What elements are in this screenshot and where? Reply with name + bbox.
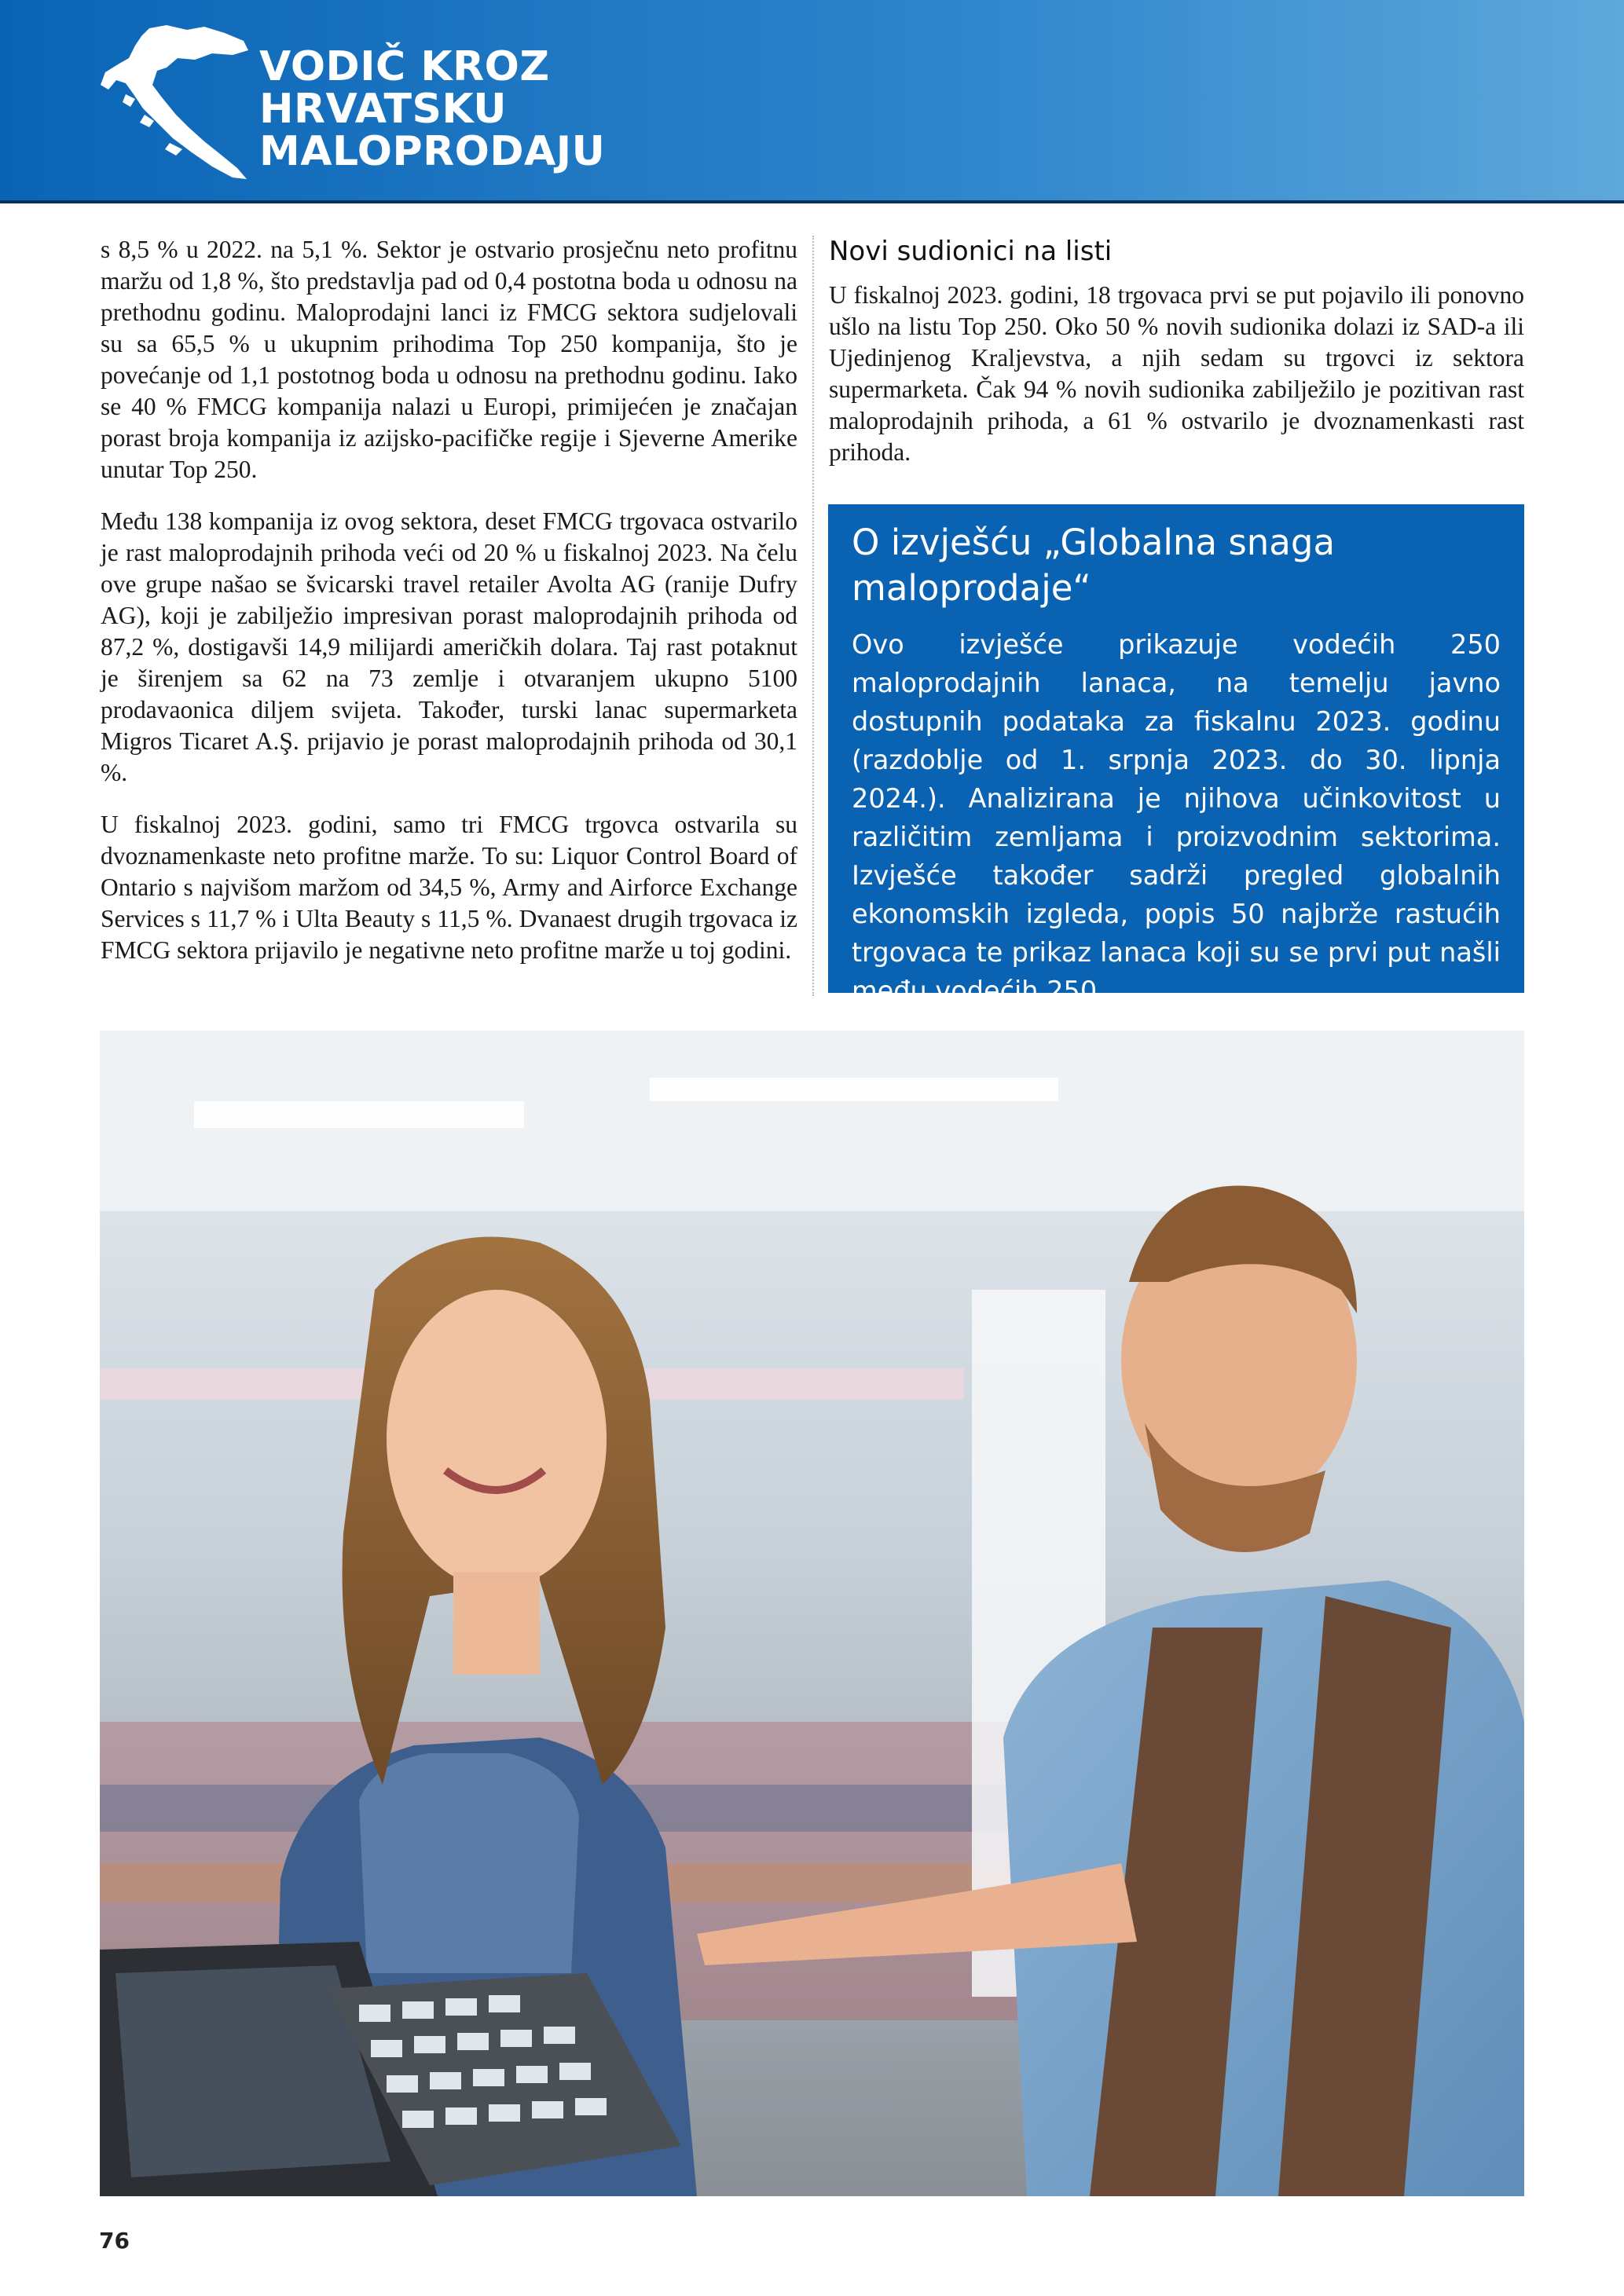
photo-illustration xyxy=(100,1031,1524,2196)
section-heading: Novi sudionici na listi xyxy=(829,236,1113,267)
page-header xyxy=(0,0,1624,203)
title-line-1: VODIČ KROZ xyxy=(259,43,550,90)
right-paragraph: U fiskalnoj 2023. godini, 18 trgovaca prvi se put pojavilo ili ponovno ušlo na listu Top 250. Oko 50 % novih sudionika dolazi iz SAD-a ili Ujedinjenog Kraljevstva, a njih sedam su trgovci iz sektora supermarketa. Čak 94 % novih sudionika zabilježilo je pozitivan rast maloprodajnih prihoda, a 61 % ostvarilo je dvoznamenkasti rast prihoda. xyxy=(829,281,1524,466)
info-box-title: O izvješću „Globalna snaga maloprodaje“ xyxy=(852,522,1336,609)
retail-photo xyxy=(100,1031,1524,2196)
column-divider xyxy=(812,236,814,996)
info-box xyxy=(828,504,1524,1006)
info-box-text: Ovo izvješće prikazuje vodećih 250 maloprodajnih lanaca, na temelju javno dostupnih podataka za fiskalnu 2023. godinu (razdoblje od 1. srpnja 2023. do 30. lipnja 2024.). Analizirana je njihova učinkovitost u različitim zemljama i proizvodnim sektorima. Izvješće također sadrži pregled globalnih ekonomskih izgleda, popis 50 najbrže rastućih trgovaca te prikaz lanaca koji su se prvi put našli među vodećih 250. xyxy=(852,629,1501,1006)
right-column xyxy=(829,234,1524,489)
title-line-3: MALOPRODAJU xyxy=(259,128,606,175)
title-line-2: HRVATSKU xyxy=(259,86,508,133)
left-paragraph-2: Među 138 kompanija iz ovog sektora, deset FMCG trgovaca ostvarilo je rast maloprodajnih prihoda veći od 20 % u fiskalnoj 2023. Na čelu ove grupe našao se švicarski travel retailer Avolta AG (ranije Dufry AG), koji je zabilježio impresivan porast maloprodajnih prihoda od 87,2 %, dostigavši 14,9 milijardi američkih dolara. Taj rast potaknut je širenjem sa 62 na 73 zemlje i otvaranjem ukupno 5100 prodavaonica diljem svijeta. Također, turski lanac supermarketa Migros Ticaret A.Ş. prijavio je porast maloprodajnih prihoda od 30,1 %. xyxy=(101,507,797,786)
publication-title xyxy=(259,43,606,175)
left-paragraph-3: U fiskalnoj 2023. godini, samo tri FMCG trgovca ostvarila su dvoznamenkaste neto profitne marže. To su: Liquor Control Board of Ontario s najvišom maržom od 34,5 %, Army and Airforce Exchange Services s 11,7 % i Ulta Beauty s 11,5 %. Dvanaest drugih trgovaca iz FMCG sektora prijavilo je negativne neto profitne marže u toj godini. xyxy=(101,811,797,964)
page-number: 76 xyxy=(99,2228,130,2254)
croatia-map-icon xyxy=(94,22,251,187)
left-column xyxy=(101,234,797,987)
left-paragraph-1: s 8,5 % u 2022. na 5,1 %. Sektor je ostvario prosječnu neto profitnu maržu od 1,8 %, što predstavlja pad od 0,4 postotna boda u odnosu na prethodnu godinu. Maloprodajni lanci iz FMCG sektora sudjelovali su sa 65,5 % u ukupnim prihodima Top 250 kompanija, što je povećanje od 1,1 postotnog boda u odnosu na prethodnu godinu. Iako se 40 % FMCG kompanija nalazi u Europi, primijećen je značajan porast broja kompanija iz azijsko-pacifičke regije i Sjeverne Amerike unutar Top 250. xyxy=(101,236,797,483)
